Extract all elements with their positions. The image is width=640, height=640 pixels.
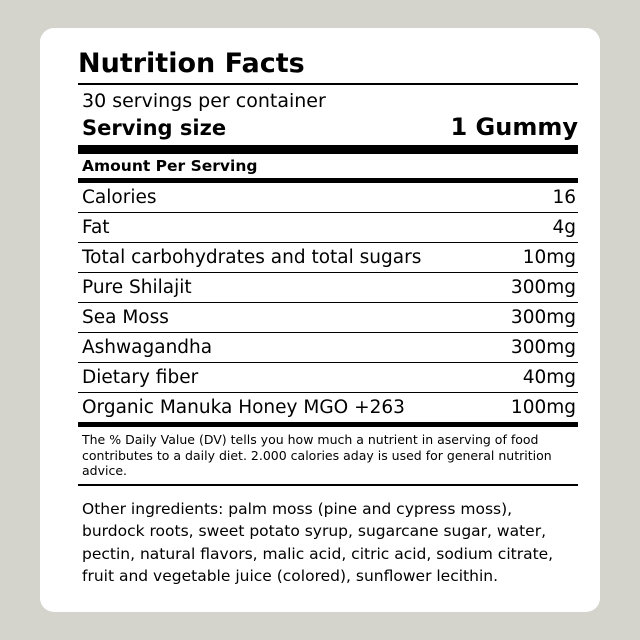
table-row (78, 363, 578, 392)
nutrient-name: Organic Manuka Honey MGO +263 (82, 397, 405, 419)
serving-size-row (78, 113, 578, 145)
nutrient-name: Dietary fiber (82, 367, 199, 389)
nutrient-name: Calories (82, 187, 157, 209)
nutrient-name: Total carbohydrates and total sugars (82, 247, 422, 269)
nutrient-value: 16 (552, 187, 576, 209)
table-row (78, 183, 578, 212)
table-row (78, 303, 578, 332)
nutrition-facts-panel (40, 28, 600, 612)
amount-per-serving-label: Amount Per Serving (82, 157, 258, 176)
nutrient-value: 300mg (510, 337, 576, 359)
page-title: Nutrition Facts (78, 48, 305, 79)
serving-size-value: 1 Gummy (450, 113, 578, 142)
nutrition-facts-content (78, 48, 578, 588)
table-row (78, 273, 578, 302)
table-row (78, 243, 578, 272)
nutrient-name: Fat (82, 217, 110, 239)
nutrient-value: 4g (552, 217, 576, 239)
nutrient-value: 10mg (522, 247, 576, 269)
table-row (78, 333, 578, 362)
serving-size-label: Serving size (82, 116, 227, 141)
nutrient-name: Pure Shilajit (82, 277, 192, 299)
nutrient-value: 40mg (522, 367, 576, 389)
divider-thick (78, 145, 578, 154)
nutrient-value: 100mg (510, 397, 576, 419)
table-row (78, 393, 578, 422)
daily-value-footnote: The % Daily Value (DV) tells you how much a nutrient in aserving of food contributes to a daily diet. 2.000 calories aday is used for general nutrition advice. (82, 432, 552, 479)
table-row (78, 213, 578, 242)
nutrient-value: 300mg (510, 277, 576, 299)
nutrient-name: Ashwagandha (82, 337, 213, 359)
other-ingredients: Other ingredients: palm moss (pine and cypress moss), burdock roots, sweet potato syrup, sugarcane sugar, water, pectin, natural flavors, malic acid, citric acid, sodium citrate, fruit and vegetable juice (colored), sunflower lecithin. (82, 499, 554, 586)
servings-per-container: 30 servings per container (82, 90, 326, 113)
nutrient-name: Sea Moss (82, 307, 169, 329)
nutrient-value: 300mg (510, 307, 576, 329)
